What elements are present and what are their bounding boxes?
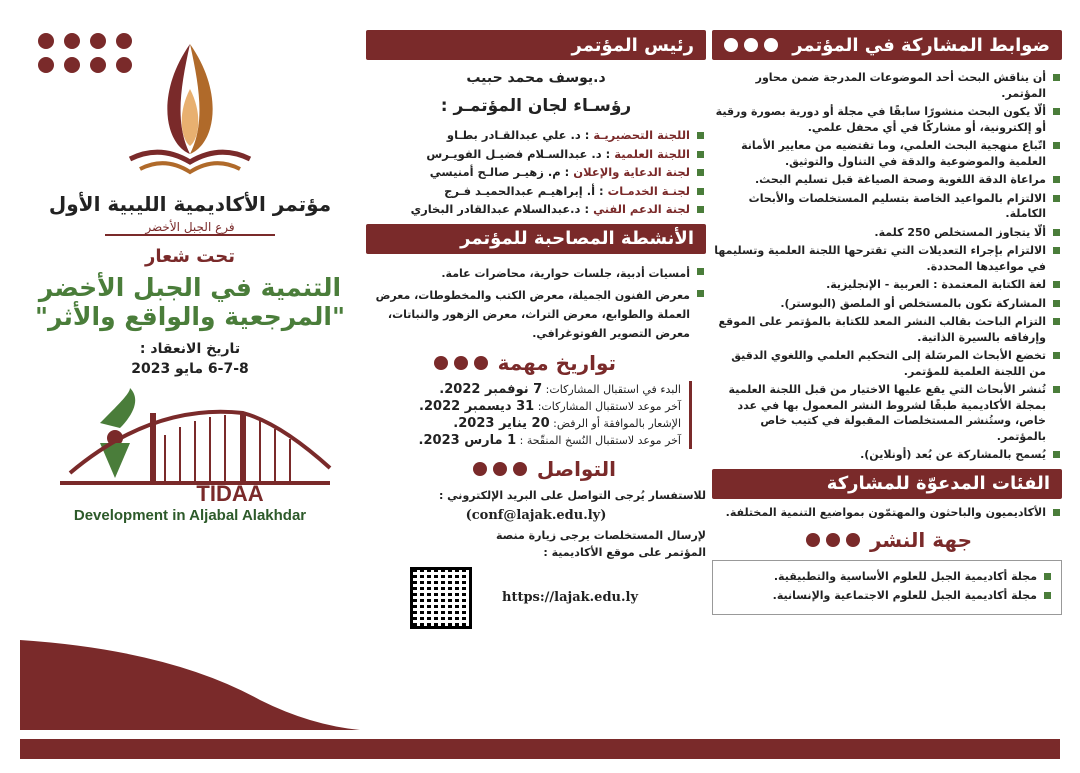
activities-list [366,264,706,343]
contact-line2: لإرسال المستخلصات يرجى زيارة منصة المؤتمر على موقع الأكاديمية : [496,528,706,559]
committees-title: رؤسـاء لجان المؤتمـر : [440,96,632,116]
contact-title: التواصل [536,456,616,481]
invited-list [712,505,1062,521]
activity-item: معرض الفنون الجميلة، معرض الكتب والمخطوطات، معرض العملة والطوابع، معرض التراث، معرض الزهور والنباتات، معرض التصوير الفوتوغرافي. [366,286,706,343]
date-row [366,415,681,432]
condition-item: ألّا يكون البحث منشورًا سابقًا في مجلة أو دورية بصورة ورقية أو إلكترونية، أو مشاركًا في أي محفل علمي. [712,104,1062,135]
condition-item: لغة الكتابة المعتمدة : العربية - الإنجليزية. [712,277,1062,293]
condition-item: المشاركة تكون بالمستخلص أو الملصق (البوستر). [712,296,1062,312]
tidaa-logo-text: TIDAA [196,481,264,503]
chair-title: رئيس المؤتمر [571,34,694,56]
date-row [366,398,681,415]
committee-head: : أ. إبراهيـم عبدالحميـد فـرج [444,183,604,198]
condition-item: أن يناقش البحث أحد الموضوعات المدرجة ضمن محاور المؤتمر. [712,70,1062,101]
committee-head: : د. عبدالسـلام فضيـل الفويـرس [426,146,611,161]
committee-label: اللجنة التحضيريـة [589,128,690,142]
activities-header [366,224,706,254]
publisher-item: مجلة أكاديمية الجبل للعلوم الاجتماعية والإنسانية. [721,588,1053,604]
condition-item: التزام الباحث بقالب النشر المعد للكتابة بالمؤتمر على الموقع وإرفاقه بالسيرة الذاتية. [712,314,1062,345]
dates-title: تواريخ مهمة [497,350,616,375]
conditions-title: ضوابط المشاركة في المؤتمر [792,34,1050,56]
committee-item [366,147,706,163]
date-label: تاريخ الانعقاد : [139,341,241,357]
committee-item [366,128,706,144]
committee-label: لجنة الدعم الفني [589,202,690,216]
contact-email[interactable]: (conf@lajak.edu.ly) [465,507,607,523]
slogan-line1: التنمية في الجبل الأخضر [38,273,342,302]
dates-header [366,351,616,375]
right-column [712,30,1062,615]
date-row [366,381,681,398]
date-label: الإشعار بالموافقة أو الرفض: [549,416,681,430]
qr-code-icon [410,567,472,629]
left-column [20,30,360,524]
conditions-header [712,30,1062,60]
header-dots [724,38,778,52]
conference-name: مؤتمر الأكاديمية الليبية الأول [48,192,332,216]
committees-list [366,128,706,218]
committee-item [366,184,706,200]
publisher-header [712,528,972,552]
contact-url[interactable]: https://lajak.edu.ly [502,590,639,605]
middle-column [366,30,706,629]
date-value: 1 مارس 2023. [418,432,517,448]
condition-item: يُسمح بالمشاركة عن بُعد (أونلاين). [712,447,1062,463]
slogan-line2: "المرجعية والواقع والأثر" [34,302,346,331]
condition-item: اتّباع منهجية البحث العلمي، وما تقتضيه من معايير الأمانة العلمية والموضوعية والدقة في التناول والتوثيق. [712,138,1062,169]
chair-header [366,30,706,60]
committee-label: اللجنة العلمية [610,146,690,161]
committee-head: : د. علي عبدالقـادر بطـاو [446,128,590,142]
academy-logo-icon [115,34,265,184]
branch-name: فرع الجبل الأخضر [105,220,274,236]
date-label: البدء في استقبال المشاركات: [542,382,681,396]
date-row [366,432,681,449]
dates-box [366,381,692,449]
date-value: 6-7-8 مايو 2023 [131,361,249,377]
activity-item: أمسيات أدبية، جلسات حوارية، محاضرات عامة. [366,264,706,283]
date-value: 7 نوفمبر 2022. [439,381,543,397]
conditions-list [712,70,1062,463]
tidaa-bridge-logo-icon [40,383,340,503]
condition-item: تُنشر الأبحاث التي يقع عليها الاختيار من قبل اللجنة العلمية بمجلة الأكاديمية طبقًا لشروط النشر المعمول بها في عدد خاص، وستُنشر المستخلصات المقبولة في كتيب خاص بالمؤتمر. [712,382,1062,444]
committee-item [366,165,706,181]
committee-label: لجنـة الخدمـات [603,183,690,198]
invited-header [712,469,1062,499]
condition-item: تخضع الأبحاث المرسَلة إلى التحكيم العلمي واللغوي الدقيق من اللجنة العلمية للمؤتمر. [712,348,1062,379]
date-value: 20 يناير 2023. [453,415,550,431]
contact-footer [366,567,706,629]
publisher-item: مجلة أكاديمية الجبل للعلوم الأساسية والتطبيقية. [721,569,1053,585]
condition-item: الالتزام بالمواعيد الخاصة بتسليم المستخلصات والأبحاث الكاملة. [712,191,1062,222]
committee-item [366,202,706,218]
chair-name: د.يوسف محمد حبيب [466,70,606,86]
contact-header [366,457,616,481]
activities-title: الأنشطة المصاحبة للمؤتمر [460,228,694,249]
date-label: آخر موعد لاستقبال النُسخ المنقّحة : [516,433,681,447]
condition-item: الالتزام بإجراء التعديلات التي تقترحها اللجنة العلمية وتسليمها في مواعيدها المحددة. [712,243,1062,274]
committee-label: لجنة الدعاية والإعلان [569,165,690,179]
condition-item: ألّا يتجاوز المستخلص 250 كلمة. [712,225,1062,241]
committee-head: : د.عبدالسلام عبدالقادر البخاري [410,202,590,216]
publisher-list [721,569,1053,603]
contact-line1: للاستفسار يُرجى التواصل على البريد الإلكتروني : [438,488,706,502]
slogan-intro: تحت شعار [144,246,236,267]
publisher-box [712,560,1062,615]
condition-item: مراعاة الدقة اللغوية وصحة الصياغة قبل تسليم البحث. [712,172,1062,188]
decorative-curve-icon [20,620,360,730]
committee-head: : م. زهيـر صالـح أمنيسي [429,165,570,179]
publisher-title: جهة النشر [869,528,972,552]
dates-list [366,381,681,449]
invited-title: الفئات المدعوّة للمشاركة [826,473,1050,494]
bottom-bar [20,739,1060,759]
invited-item: الأكاديميون والباحثون والمهتمّون بمواضيع التنمية المختلفة. [712,505,1062,521]
logo-caption: Development in Aljabal Alakhdar [73,507,307,524]
date-value: 31 ديسمبر 2022. [419,398,535,414]
date-label: آخر موعد لاستقبال المشاركات: [534,399,681,413]
